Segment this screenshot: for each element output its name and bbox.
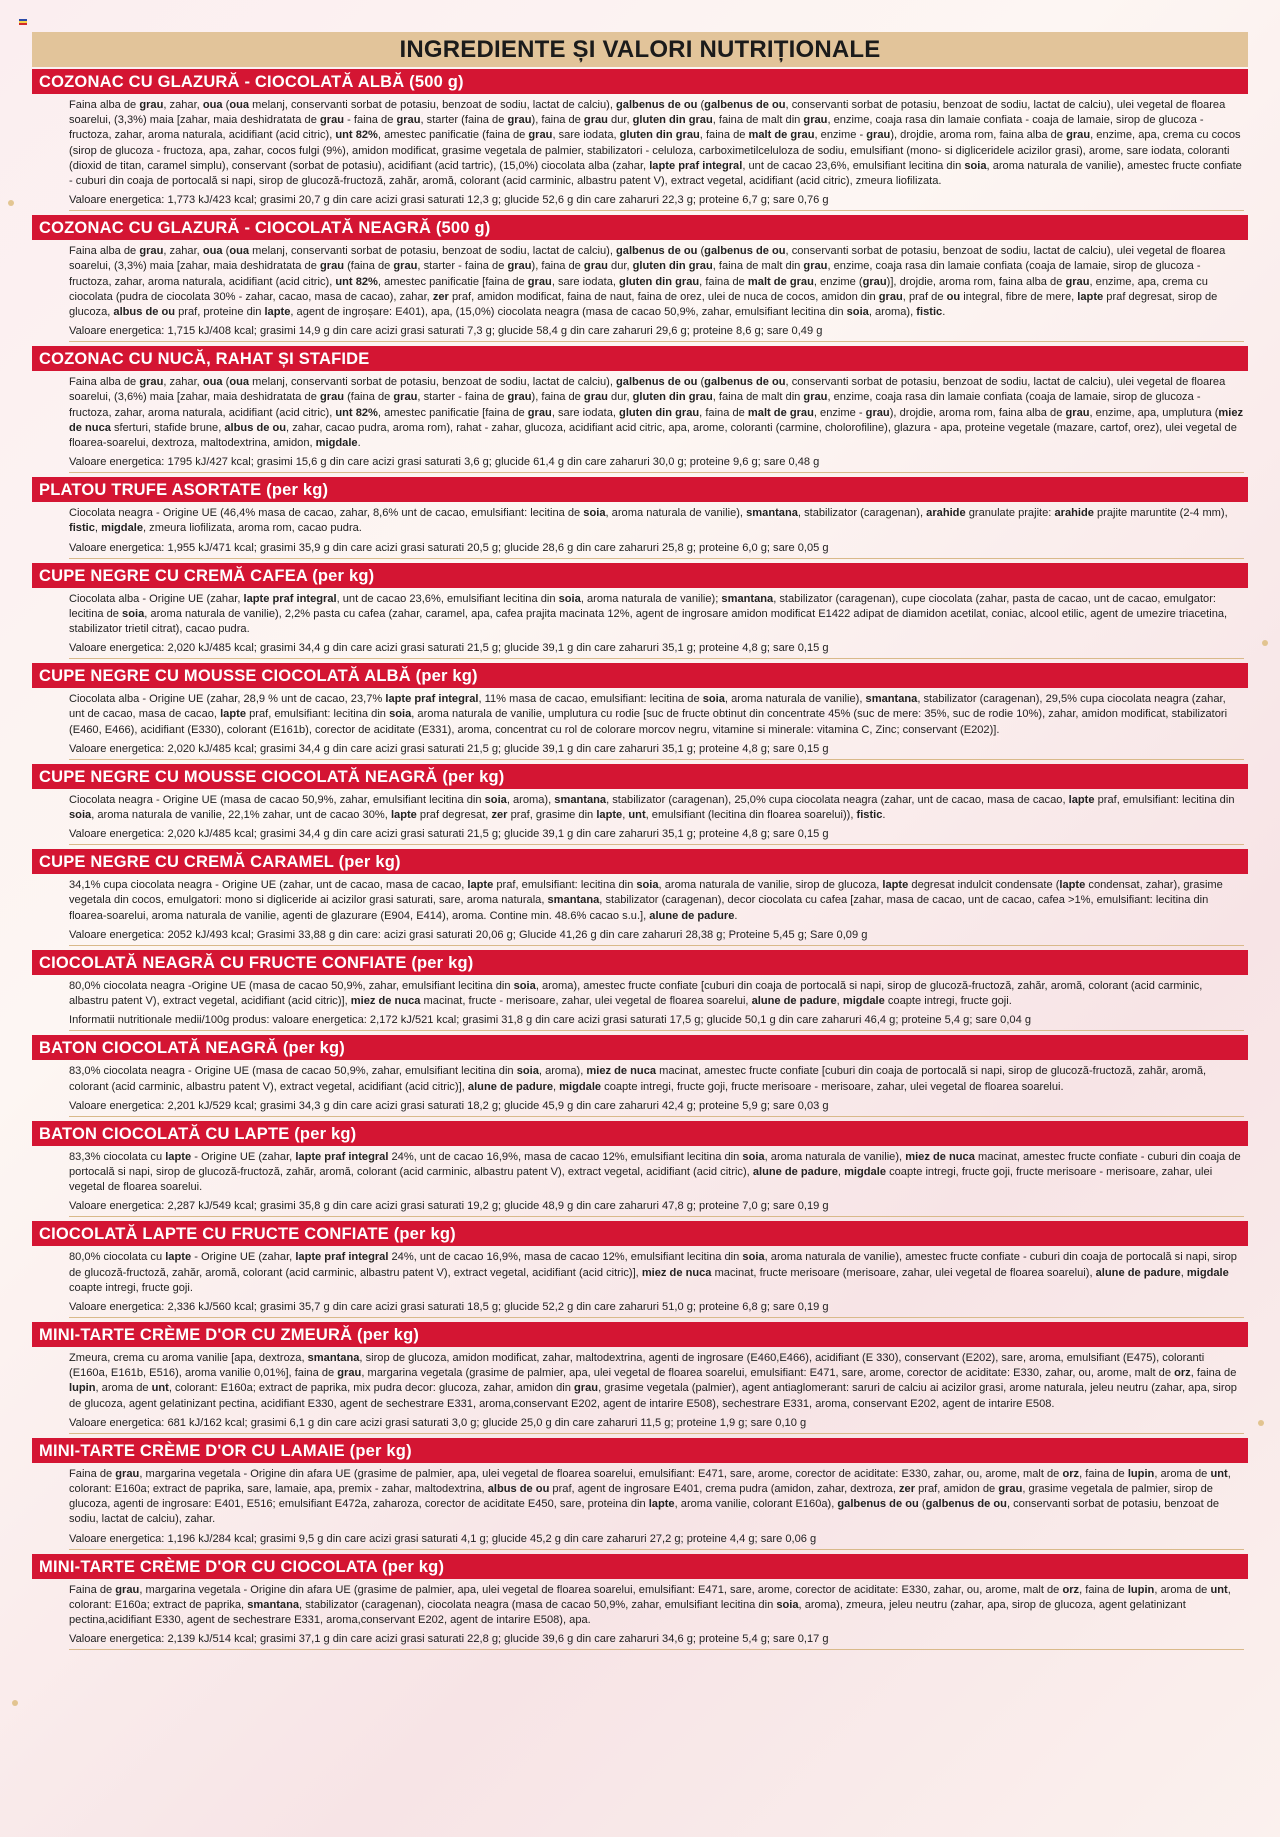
- allergen: malt de grau: [747, 406, 814, 419]
- allergen: smantana: [721, 592, 774, 605]
- allergen: lapte praf integral: [649, 159, 743, 172]
- product-details: [32, 975, 1248, 1033]
- nutrition-values: Valoare energetica: 2,287 kJ/549 kcal; grasimi 35,8 g din care acizi grasi saturati 19,2 g; glucide 48,9 g din care zaharuri 47,8 g; proteine 7,0 g; sare 0,19 g: [69, 1199, 1244, 1217]
- product-details: [32, 588, 1248, 662]
- nutrition-values: Valoare energetica: 2,020 kJ/485 kcal; grasimi 34,4 g din care acizi grasi saturati 21,5 g; glucide 39,1 g din care zaharuri 35,1 g; proteine 4,8 g; sare 0,15 g: [69, 641, 1244, 659]
- allergen: grau: [803, 114, 828, 127]
- nutrition-values: Valoare energetica: 1,196 kJ/284 kcal; grasimi 9,5 g din care acizi grasi saturati 4,1 g; glucide 45,2 g din care zaharuri 27,2 g; proteine 4,4 g; sare 0,06 g: [69, 1532, 1244, 1550]
- allergen: gluten din grau: [632, 391, 713, 404]
- allergen: soia: [776, 1598, 799, 1611]
- allergen: oua: [202, 99, 223, 111]
- product-details: [32, 1246, 1248, 1320]
- product-details: [32, 94, 1248, 213]
- allergen: albus de ou: [224, 421, 287, 434]
- allergen: gluten din grau: [619, 275, 700, 288]
- product-title: MINI-TARTE CRÈME D'OR CU LAMAIE (per kg): [32, 1438, 1248, 1463]
- allergen: gluten din grau: [619, 129, 700, 142]
- allergen: grau: [507, 391, 532, 404]
- allergen: miez de nuca: [350, 995, 421, 1008]
- allergen: grau: [319, 260, 345, 273]
- product-section: [32, 849, 1248, 948]
- allergen: malt de grau: [747, 275, 814, 288]
- product-section: [32, 477, 1248, 560]
- ingredients-text: 83,3% ciocolata cu lapte - Origine UE (zahar, lapte praf integral 24%, unt de cacao 16,9%, masa de cacao 12%, emulsifiant lecitina din soia, aroma naturala de vanilie), miez de nuca macinat, amestec fructe confiate - cuburi din coaja de portocală si napi, sirop de glucoză-fructoză, zahăr, aromă, colorant (acid carminic, albastru patent V), extract vegetal, acidifiant (acid citric), alune de padure, migdale coapte intregi, fructe goji, fructe merisoare - merisoare, zahar, ulei vegetal de floarea soarelui.: [69, 1150, 1241, 1194]
- allergen: lapte: [467, 879, 494, 892]
- allergen: galbenus de ou: [616, 376, 698, 389]
- product-section: [32, 563, 1248, 662]
- allergen: lapte: [1077, 290, 1104, 303]
- allergen: grau: [396, 114, 421, 127]
- product-details: [32, 371, 1248, 475]
- allergen: grau: [337, 1367, 362, 1380]
- product-details: [32, 1579, 1248, 1653]
- allergen: migdale: [1186, 1266, 1229, 1279]
- ingredients-text: 80,0% ciocolata cu lapte - Origine UE (zahar, lapte praf integral 24%, unt de cacao 16,9%, masa de cacao 12%, emulsifiant lecitina din soia, aroma naturala de vanilie), amestec fructe confiate - cuburi din coaja de portocală si napi, sirop de glucoză-fructoză, zahăr, aromă, colorant (acid carminic, albastru patent V), extract vegetal, acidifiant (acid citric)], miez de nuca macinat, fructe merisoare (merisoare, zahar, ulei vegetal de floarea soarelui), alune de padure, migdale coapte intregi, fructe goji.: [69, 1251, 1237, 1294]
- allergen: lapte praf integral: [243, 592, 337, 605]
- allergen: lapte: [882, 879, 909, 892]
- allergen: lapte: [220, 708, 246, 721]
- product-title: CUPE NEGRE CU MOUSSE CIOCOLATĂ NEAGRĂ (per kg): [32, 764, 1248, 789]
- product-details: [32, 1463, 1248, 1552]
- allergen: grau: [866, 129, 891, 142]
- product-details: [32, 688, 1248, 762]
- nutrition-values: Informatii nutritionale medii/100g produs: valoare energetica: 2,172 kJ/521 kcal; grasimi 31,8 g din care acizi grasi saturati 17,5 g; glucide 50,1 g din care zaharuri 46,4 g; proteine 5,4 g; sare 0,04 g: [69, 1013, 1244, 1031]
- allergen: galbenus de ou: [616, 245, 698, 258]
- product-section: [32, 346, 1248, 475]
- allergen: grau: [583, 114, 608, 127]
- allergen: lapte: [648, 1498, 675, 1511]
- allergen: lapte: [165, 1251, 192, 1264]
- allergen: fistic: [916, 306, 943, 319]
- ingredients-text: Faina alba de grau, zahar, oua (oua melanj, conservanti sorbat de potasiu, benzoat de sodiu, lactat de calciu), galbenus de ou (galbenus de ou, conservanti sorbat de potasiu, benzoat de sodiu, lactat de calciu), ulei vegetal de floarea soarelui, (3,3%) maia [zahar, maia deshidratata de grau (faina de grau, starter - faina de grau), faina de grau dur, gluten din grau, faina de malt din grau, enzime, coaja rasa din lamaie confiata (coaja de lamaie, sirop de glucoza - fructoza, zahar, aroma naturala, acidifiant (acid citric), unt 82%, amestec panificatie [faina de grau, sare iodata, gluten din grau, faina de malt de grau, enzime (grau)], drojdie, aroma rom, faina alba de grau, enzime, apa, crema cu ciocolata (pudra de ciocolata 30% - zahar, cacao, masa de cacao), zahar, zer praf, amidon modificat, faina de naut, faina de orez, ulei de nuca de cocos, amidon din grau, praf de ou integral, fibre de mere, lapte praf degresat, sirop de glucoza, albus de ou praf, proteine din lapte, agent de ingroșare: E401), apa, (15,0%) ciocolata neagra (masa de cacao 50,9%, zahar, emulsifiant lecitina din soia, aroma), fistic.: [69, 245, 1226, 319]
- allergen: miez de nuca: [905, 1150, 975, 1163]
- allergen: galbenus de ou: [616, 99, 698, 111]
- ingredients-text: Zmeura, crema cu aroma vanilie [apa, dextroza, smantana, sirop de glucoza, amidon modificat, zahar, maltodextrina, agenti de ingrosare (E460,E466), acidifiant (E 330), conservant (E202), sare, aroma, emulsifiant (E475), coloranti (E160a, E161b, E516), aroma vanilie 0,01%], faina de grau, margarina vegetala (grasime de palmier, apa, ulei vegetal de floarea soarelui, emulsifiant: E471, sare, arome, corector de aciditate: E330, zahar, ou, arome, malt de orz, faina de lupin, aroma de unt, colorant: E160a; extract de paprika, mix pudra decor: glucoza, zahar, amidon din grau, grasime vegetala (palmier), agent antiaglomerant: saruri de calciu ai acizilor grasi, arome naturala, jeleu neutru (zahar, apa, sirop de glucoza, agent gelatinizant pectina, acidifiant E330, agent de sechestrare E331, aroma,conservant E202, agent de intarire E508), sechestrare E331, aroma, conservant E202, agent de intarire E508.: [69, 1351, 1237, 1410]
- allergen: zer: [491, 809, 508, 822]
- product-title: CUPE NEGRE CU MOUSSE CIOCOLATĂ ALBĂ (per kg): [32, 663, 1248, 688]
- product-details: [32, 1060, 1248, 1118]
- allergen: lapte praf integral: [385, 693, 479, 706]
- allergen: soia: [558, 592, 581, 605]
- ingredients-text: Faina alba de grau, zahar, oua (oua melanj, conservanti sorbat de potasiu, benzoat de sodiu, lactat de calciu), galbenus de ou (galbenus de ou, conservanti sorbat de potasiu, benzoat de sodiu, lactat de calciu), ulei vegetal de floarea soarelui, (3,3%) maia [zahar, maia deshidratata de grau - faina de grau, starter (faina de grau), faina de grau dur, gluten din grau, faina de malt din grau, enzime, coaja rasa din lamaie confiata - coaja de lamaie, sirop de glucoza - fructoza, zahar, aroma naturala, acidifiant (acid citric), unt 82%, amestec panificatie (faina de grau, sare iodata, gluten din grau, faina de malt de grau, enzime - grau), drojdie, aroma rom, faina alba de grau, enzime, apa, crema cu cocos (sirop de glucoza - fructoza, apa, zahar, cocos fulgi (9%), amidon modificat, grasime vegetala de palmier, stabilizatori - celuloza, carboximetilceluloza de sodiu, emulsifiant (mono- si digliceridele acizilor grasi), arome, sare iodata, coloranti (dioxid de titan, caramel simplu), conservant (sorbat de potasiu), acidifiant (acid tartric), (15,0%) ciocolata alba (zahar, lapte praf integral, unt de cacao 23,6%, emulsifiant lecitina din soia, aroma naturala de vanilie), amestec fructe confiate - cuburi din coaja de portocală si napi, sirop de glucoză-fructoză, zahăr, aromă, colorant (acid carminic, albastru patent V), extract vegetal, acidifiant (acid citric), zmeura liofilizata.: [69, 99, 1242, 188]
- allergen: alune de padure: [649, 909, 735, 922]
- allergen: soia: [964, 159, 987, 172]
- allergen: galbenus de ou: [837, 1498, 919, 1511]
- nutrition-values: Valoare energetica: 2,336 kJ/560 kcal; grasimi 35,7 g din care acizi grasi saturati 18,5 g; glucide 52,2 g din care zaharuri 51,0 g; proteine 6,8 g; sare 0,19 g: [69, 1300, 1244, 1318]
- product-title: BATON CIOCOLATĂ CU LAPTE (per kg): [32, 1121, 1248, 1146]
- allergen: soia: [583, 507, 606, 520]
- product-details: [32, 789, 1248, 847]
- allergen: migdale: [315, 437, 358, 450]
- product-sections: [32, 69, 1248, 1652]
- allergen: soia: [122, 607, 145, 620]
- nutrition-values: Valoare energetica: 2,020 kJ/485 kcal; grasimi 34,4 g din care acizi grasi saturati 21,5 g; glucide 39,1 g din care zaharuri 35,1 g; proteine 4,8 g; sare 0,15 g: [69, 742, 1244, 760]
- product-title: COZONAC CU NUCĂ, RAHAT ȘI STAFIDE: [32, 346, 1248, 371]
- allergen: migdale: [559, 1080, 602, 1093]
- nutrition-values: Valoare energetica: 1,955 kJ/471 kcal; grasimi 35,9 g din care acizi grasi saturati 20,5 g; glucide 28,6 g din care zaharuri 25,8 g; proteine 6,0 g; sare 0,05 g: [69, 541, 1244, 559]
- allergen: lapte: [264, 306, 291, 319]
- allergen: zer: [432, 290, 449, 303]
- product-title: CIOCOLATĂ NEAGRĂ CU FRUCTE CONFIATE (per kg): [32, 950, 1248, 975]
- nutrition-values: Valoare energetica: 1795 kJ/427 kcal; grasimi 15,6 g din care acizi grasi saturati 3,6 g; glucide 61,4 g din care zaharuri 30,0 g; proteine 9,6 g; sare 0,48 g: [69, 455, 1244, 473]
- allergen: grau: [998, 1482, 1023, 1495]
- product-details: [32, 502, 1248, 560]
- allergen: gluten din grau: [632, 114, 713, 127]
- product-section: [32, 69, 1248, 213]
- allergen: lapte: [1068, 793, 1095, 806]
- product-section: [32, 1035, 1248, 1118]
- allergen: grau: [862, 275, 887, 288]
- ingredients-text: Ciocolata alba - Origine UE (zahar, lapte praf integral, unt de cacao 23,6%, emulsifiant lecitina din soia, aroma naturala de vanilie); smantana, stabilizator (caragenan), cupe ciocolata (zahar, pasta de cacao, unt de cacao, emulgator: lecitina de soia, aroma naturala de vanilie), 2,2% pasta cu cafea (zahar, caramel, apa, cafea prajita macinata 12%, agent de ingrosare amidon modificat E1422 adipat de diamidon acetilat, coniac, alcool etilic, agent de umezire triacetina, stabilizator trietil citrat), cacao pudra.: [69, 592, 1228, 636]
- allergen: oua: [229, 376, 250, 389]
- allergen: soia: [484, 793, 507, 806]
- product-title: COZONAC CU GLAZURĂ - CIOCOLATĂ NEAGRĂ (500 g): [32, 215, 1248, 240]
- allergen: migdale: [842, 995, 885, 1008]
- gold-confetti-decoration: [8, 200, 14, 206]
- flag-icon: [19, 19, 27, 25]
- allergen: grau: [507, 260, 532, 273]
- ingredients-page: [32, 32, 1248, 1822]
- allergen: alune de padure: [751, 995, 837, 1008]
- product-section: [32, 1554, 1248, 1653]
- allergen: malt de grau: [748, 129, 815, 142]
- nutrition-values: Valoare energetica: 2,139 kJ/514 kcal; grasimi 37,1 g din care acizi grasi saturati 22,8 g; glucide 39,6 g din care zaharuri 34,6 g; proteine 5,4 g; sare 0,17 g: [69, 1632, 1244, 1650]
- product-section: [32, 1322, 1248, 1436]
- product-section: [32, 663, 1248, 762]
- allergen: grau: [319, 114, 345, 127]
- allergen: grau: [527, 406, 552, 419]
- allergen: oua: [202, 376, 223, 389]
- allergen: albus de ou: [487, 1482, 550, 1495]
- product-title: MINI-TARTE CRÈME D'OR CU ZMEURĂ (per kg): [32, 1322, 1248, 1347]
- allergen: lapte praf integral: [295, 1150, 389, 1163]
- allergen: unt: [151, 1382, 169, 1395]
- allergen: orz: [1062, 1583, 1080, 1596]
- gold-confetti-decoration: [1258, 1420, 1264, 1426]
- allergen: orz: [1174, 1367, 1191, 1380]
- allergen: unt: [1210, 1583, 1228, 1596]
- allergen: grau: [527, 275, 552, 288]
- nutrition-values: Valoare energetica: 2052 kJ/493 kcal; Grasimi 33,88 g din care: acizi grasi saturati 20,06 g; Glucide 41,26 g din care zaharuri 28,38 g; Proteine 5,45 g; Sare 0,09 g: [69, 928, 1244, 946]
- allergen: gluten din grau: [619, 406, 700, 419]
- allergen: zer: [899, 1482, 916, 1495]
- product-section: [32, 764, 1248, 847]
- allergen: alune de padure: [467, 1080, 553, 1093]
- allergen: grau: [803, 260, 828, 273]
- product-details: [32, 1347, 1248, 1436]
- allergen: gluten din grau: [632, 260, 713, 273]
- allergen: soia: [742, 1150, 765, 1163]
- allergen: smantana: [547, 894, 600, 907]
- allergen: unt: [628, 809, 646, 822]
- allergen: oua: [202, 245, 223, 258]
- allergen: lapte: [390, 809, 417, 822]
- product-details: [32, 240, 1248, 344]
- allergen: grau: [139, 376, 164, 389]
- allergen: soia: [389, 708, 412, 721]
- allergen: soia: [742, 1251, 765, 1264]
- product-title: CIOCOLATĂ LAPTE CU FRUCTE CONFIATE (per kg): [32, 1221, 1248, 1246]
- allergen: lapte: [165, 1150, 192, 1163]
- ingredients-text: Ciocolata neagra - Origine UE (46,4% masa de cacao, zahar, 8,6% unt de cacao, emulsifiant: lecitina de soia, aroma naturala de vanilie), smantana, stabilizator (caragenan), arahide granulate prajite: arahide prajite maruntite (2-4 mm), fistic, migdale, zmeura liofilizata, aroma rom, cacao pudra.: [69, 507, 1228, 535]
- allergen: grau: [139, 245, 164, 258]
- nutrition-values: Valoare energetica: 2,201 kJ/529 kcal; grasimi 34,3 g din care acizi grasi saturati 18,2 g; glucide 45,9 g din care zaharuri 42,4 g; proteine 5,9 g; sare 0,03 g: [69, 1099, 1244, 1117]
- product-title: BATON CIOCOLATĂ NEAGRĂ (per kg): [32, 1035, 1248, 1060]
- product-section: [32, 1121, 1248, 1220]
- allergen: grau: [319, 391, 345, 404]
- product-title: PLATOU TRUFE ASORTATE (per kg): [32, 477, 1248, 502]
- product-details: [32, 874, 1248, 948]
- gold-confetti-decoration: [1262, 640, 1268, 646]
- allergen: grau: [139, 99, 164, 111]
- ingredients-text: 83,0% ciocolata neagra - Origine UE (masa de cacao 50,9%, zahar, emulsifiant lecitina din soia, aroma), miez de nuca macinat, amestec fructe confiate [cuburi din coaja de portocală si napi, sirop de glucoză-fructoză, zahăr, aromă, colorant (acid carminic, albastru patent V), extract vegetal, acidifiant (acid citric)], alune de padure, migdale coapte intregi, fructe goji, fructe merisoare - merisoare, zahar, ulei vegetal de floarea soarelui.: [69, 1065, 1207, 1093]
- allergen: arahide: [926, 507, 966, 520]
- nutrition-values: Valoare energetica: 681 kJ/162 kcal; grasimi 6,1 g din care acizi grasi saturati 3,0 g; glucide 25,0 g din care zaharuri 11,5 g; proteine 1,9 g; sare 0,10 g: [69, 1416, 1244, 1434]
- allergen: oua: [229, 245, 250, 258]
- ingredients-text: Faina de grau, margarina vegetala - Origine din afara UE (grasime de palmier, apa, ulei vegetal de floarea soarelui, emulsifiant: E471, sare, arome, corector de aciditate: E330, zahar, ou, arome, malt de orz, faina de lupin, aroma de unt, colorant: E160a; extract de paprika, smantana, stabilizator (caragenan), ciocolata neagra (masa de cacao 50,9%, zahar, emulsifiant lecitina din soia, aroma), zmeura, jeleu neutru (zahar, apa, sirop de glucoza, agent gelatinizant pectina,acidifiant E330, agent de sechestrare E331, aroma,conservant E202, agent de intarire E508), apa.: [69, 1583, 1231, 1626]
- allergen: unt 82%: [335, 275, 378, 288]
- product-title: COZONAC CU GLAZURĂ - CIOCOLATĂ ALBĂ (500 g): [32, 69, 1248, 94]
- nutrition-values: Valoare energetica: 1,773 kJ/423 kcal; grasimi 20,7 g din care acizi grasi saturati 12,3 g; glucide 52,6 g din care zaharuri 22,3 g; proteine 6,7 g; sare 0,76 g: [69, 193, 1244, 211]
- allergen: smantana: [746, 507, 798, 520]
- ingredients-text: 34,1% cupa ciocolata neagra - Origine UE (zahar, unt de cacao, masa de cacao, lapte praf, emulsifiant: lecitina din soia, aroma naturala de vanilie, sirop de glucoza, lapte degresat indulcit condensate (lapte condensat, zahar), grasime vegetala din cocos, emulgatori: mono si digliceride ai acizilor grasi saturati, sare, aroma naturala, smantana, stabilizator (caragenan), decor ciocolata cu cafea [zahar, masa de cacao, unt de cacao, cafea >1%, emulsifiant: lecitina din floarea-soarelui, aroma naturala de vanilie, agenti de glazurare (E904, E414), aroma. Contine min. 48.6% cacao s.u.], alune de padure.: [69, 879, 1223, 922]
- allergen: grau: [393, 260, 418, 273]
- product-title: CUPE NEGRE CU CREMĂ CARAMEL (per kg): [32, 849, 1248, 874]
- allergen: unt 82%: [335, 129, 378, 142]
- allergen: lapte: [596, 809, 623, 822]
- allergen: ou: [946, 290, 961, 303]
- allergen: lapte praf integral: [295, 1251, 389, 1264]
- product-section: [32, 1221, 1248, 1320]
- allergen: lapte: [1059, 879, 1086, 892]
- allergen: smantana: [865, 693, 918, 706]
- allergen: galbenus de ou: [925, 1498, 1007, 1511]
- allergen: grau: [115, 1467, 140, 1480]
- product-title: CUPE NEGRE CU CREMĂ CAFEA (per kg): [32, 563, 1248, 588]
- allergen: soia: [702, 693, 725, 706]
- allergen: fistic: [856, 809, 883, 822]
- product-title: MINI-TARTE CRÈME D'OR CU CIOCOLATA (per kg): [32, 1554, 1248, 1579]
- allergen: arahide: [1054, 507, 1094, 520]
- allergen: migdale: [844, 1165, 886, 1178]
- allergen: grau: [574, 1382, 599, 1395]
- allergen: unt 82%: [335, 406, 378, 419]
- product-details: [32, 1146, 1248, 1220]
- allergen: soia: [513, 979, 536, 992]
- allergen: galbenus de ou: [704, 99, 786, 111]
- allergen: grau: [865, 406, 890, 419]
- allergen: grau: [528, 129, 553, 142]
- allergen: grau: [583, 391, 608, 404]
- allergen: alune de padure: [752, 1165, 838, 1178]
- allergen: grau: [507, 114, 532, 127]
- ingredients-text: Faina de grau, margarina vegetala - Origine din afara UE (grasime de palmier, apa, ulei vegetal de floarea soarelui, emulsifiant: E471, sare, arome, corector de aciditate: E330, zahar, ou, arome, malt de orz, faina de lupin, aroma de unt, colorant: E160a; extract de paprika, sare, lamaie, apa, premix - zahar, maltodextrina, albus de ou praf, agent de ingrosare E401, crema pudra (amidon, zahar, dextroza, zer praf, amidon de grau, grasime vegetala de palmier, sirop de glucoza, agenti de ingrosare: E401, E516; emulsifiant E472a, zaharoza, corector de aciditate E450, sare, proteina din lapte, aroma vanilie, colorant E160a), galbenus de ou (galbenus de ou, conservanti sorbat de potasiu, benzoat de sodiu, lactat de calciu), zahar.: [69, 1467, 1231, 1526]
- allergen: lupin: [1127, 1467, 1155, 1480]
- allergen: soia: [636, 879, 659, 892]
- product-section: [32, 1438, 1248, 1552]
- allergen: galbenus de ou: [704, 376, 786, 389]
- allergen: albus de ou: [113, 306, 176, 319]
- allergen: grau: [583, 260, 608, 273]
- ingredients-text: Ciocolata alba - Origine UE (zahar, 28,9 % unt de cacao, 23,7% lapte praf integral, 11% masa de cacao, emulsifiant: lecitina de soia, aroma naturala de vanilie), smantana, stabilizator (caragenan), 29,5% cupa ciocolata neagra (zahar, unt de cacao, masa de cacao, lapte praf, emulsifiant: lecitina din soia, aroma naturala de vanilie, umplutura cu rodie [suc de fructe obtinut din concentrate 45% (suc de mere: 35%, suc de rodie 10%), zahar, amidon modificat, stabilizatori (E460, E466), acidifiant (E330), colorant (E161b), corector de aciditate (E331), aroma, concentrat cu rol de colorare morcov negru, vitamine si minerale: vitamina C, Zinc; conservant (E202)].: [69, 693, 1228, 736]
- allergen: fistic: [69, 522, 95, 535]
- allergen: grau: [1066, 129, 1091, 142]
- allergen: grau: [115, 1583, 140, 1596]
- allergen: galbenus de ou: [704, 245, 786, 258]
- product-section: [32, 950, 1248, 1033]
- allergen: migdale: [101, 522, 143, 535]
- allergen: soia: [69, 809, 92, 822]
- allergen: grau: [803, 391, 828, 404]
- allergen: smantana: [307, 1351, 360, 1364]
- allergen: unt: [1210, 1467, 1228, 1480]
- allergen: soia: [516, 1065, 539, 1078]
- allergen: lupin: [69, 1382, 96, 1395]
- ingredients-text: 80,0% ciocolata neagra -Origine UE (masa de cacao 50,9%, zahar, emulsifiant lecitina din soia, aroma), amestec fructe confiate [cuburi din coaja de portocală si napi, sirop de glucoză-fructoză, zahăr, aromă, colorant (acid carminic, albastru patent V), extract vegetal, acidifiant (acid citric)], miez de nuca macinat, fructe - merisoare, zahar, ulei vegetal de floarea soarelui, alune de padure, migdale coapte intregi, fructe goji.: [69, 979, 1203, 1008]
- allergen: miez de nuca: [69, 406, 1244, 434]
- allergen: grau: [1065, 406, 1090, 419]
- product-section: [32, 215, 1248, 344]
- allergen: lupin: [1127, 1583, 1155, 1596]
- allergen: oua: [229, 99, 250, 111]
- page-title: INGREDIENTE ȘI VALORI NUTRIȚIONALE: [32, 32, 1248, 67]
- nutrition-values: Valoare energetica: 2,020 kJ/485 kcal; grasimi 34,4 g din care acizi grasi saturati 21,5 g; glucide 39,1 g din care zaharuri 35,1 g; proteine 4,8 g; sare 0,15 g: [69, 827, 1244, 845]
- allergen: soia: [846, 306, 869, 319]
- allergen: smantana: [247, 1598, 300, 1611]
- allergen: orz: [1062, 1467, 1080, 1480]
- allergen: miez de nuca: [641, 1266, 712, 1279]
- allergen: smantana: [554, 793, 607, 806]
- allergen: miez de nuca: [586, 1065, 657, 1078]
- allergen: grau: [1065, 275, 1090, 288]
- allergen: grau: [393, 391, 418, 404]
- ingredients-text: Faina alba de grau, zahar, oua (oua melanj, conservanti sorbat de potasiu, benzoat de sodiu, lactat de calciu), galbenus de ou (galbenus de ou, conservanti sorbat de potasiu, benzoat de sodiu, lactat de calciu), ulei vegetal de floarea soarelui, (3,6%) maia [zahar, maia deshidratata de grau (faina de grau, starter - faina de grau), faina de grau dur, gluten din grau, faina de malt din grau, enzime, coaja rasa din lamaie confiata (coaja de lamaie, sirop de glucoza - fructoza, zahar, aroma naturala, acidifiant (acid citric), unt 82%, amestec panificatie [faina de grau, sare iodata, gluten din grau, faina de malt de grau, enzime - grau), drojdie, aroma rom, faina alba de grau, enzime, apa, umplutura (miez de nuca sferturi, stafide brune, albus de ou, zahar, cacao pudra, aroma rom), rahat - zahar, glucoza, acidifiant acid citric, apa, arome, coloranti (carmine, cholorofiline), glazura - apa, proteine vegetale (mazare, cartof, orez), ulei vegetal de floarea-soarelui, dextroza, maltodextrina, amidon, migdale.: [69, 376, 1244, 450]
- nutrition-values: Valoare energetica: 1,715 kJ/408 kcal; grasimi 14,9 g din care acizi grasi saturati 7,3 g; glucide 58,4 g din care zaharuri 29,6 g; proteine 8,6 g; sare 0,49 g: [69, 324, 1244, 342]
- gold-confetti-decoration: [12, 1700, 18, 1706]
- allergen: alune de padure: [1095, 1266, 1181, 1279]
- allergen: grau: [878, 290, 903, 303]
- ingredients-text: Ciocolata neagra - Origine UE (masa de cacao 50,9%, zahar, emulsifiant lecitina din soia, aroma), smantana, stabilizator (caragenan), 25,0% cupa ciocolata neagra (zahar, unt de cacao, masa de cacao, lapte praf, emulsifiant: lecitina din soia, aroma naturala de vanilie, 22,1% zahar, unt de cacao 30%, lapte praf degresat, zer praf, grasime din lapte, unt, emulsifiant (lecitina din floarea soarelui)), fistic.: [69, 793, 1235, 822]
